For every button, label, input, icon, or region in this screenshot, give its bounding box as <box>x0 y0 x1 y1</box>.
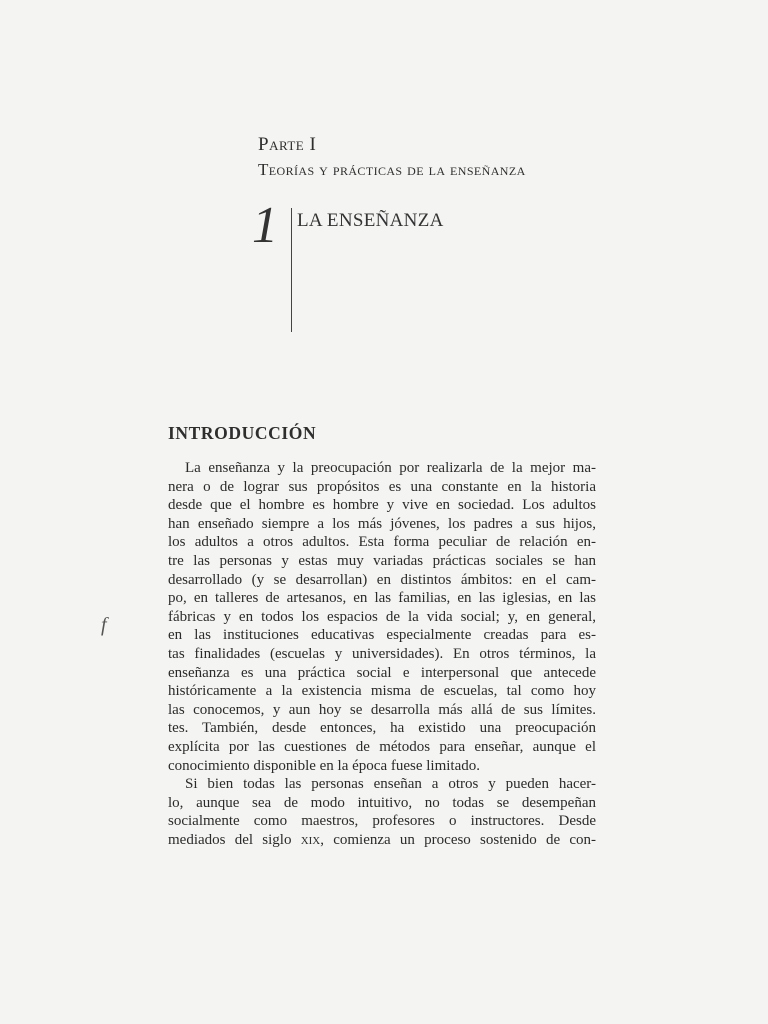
body-line: enseñanza es una práctica social e interpersonal que antecede <box>168 664 596 681</box>
body-line: fábricas y en todos los espacios de la vida social; y, en general, <box>168 608 596 625</box>
body-line: las conocemos, y aun hoy se desarrolla más allá de sus límites. <box>168 701 596 718</box>
body-line: han enseñado siempre a los más jóvenes, los padres a sus hijos, <box>168 515 596 532</box>
body-line: nera o de lograr sus propósitos es una constante en la historia <box>168 478 596 495</box>
body-text <box>168 459 596 849</box>
body-line: desde que el hombre es hombre y vive en sociedad. Los adultos <box>168 497 596 514</box>
chapter-title: LA ENSEÑANZA <box>297 210 444 231</box>
body-line: po, en talleres de artesanos, en las familias, en las iglesias, en las <box>168 590 596 607</box>
body-text-fragment: , comienza un proceso sostenido de con- <box>320 831 596 848</box>
body-line: tre las personas y estas muy variadas prácticas sociales se han <box>168 552 596 569</box>
body-line: en las instituciones educativas especialmente creadas para es- <box>168 627 596 644</box>
body-line: socialmente como maestros, profesores o instructores. Desde <box>168 813 596 830</box>
body-line-last <box>168 831 596 850</box>
body-line: La enseñanza y la preocupación por realizarla de la mejor ma- <box>185 460 596 476</box>
body-line: históricamente a la existencia misma de escuelas, tal como hoy <box>168 683 596 700</box>
section-heading: INTRODUCCIÓN <box>168 423 317 443</box>
body-line: lo, aunque sea de modo intuitivo, no todas se desempeñan <box>168 794 596 811</box>
body-line: tas finalidades (escuelas y universidades). En otros términos, la <box>168 645 596 662</box>
handwritten-margin-mark: f <box>101 614 107 636</box>
body-line: explícita por las cuestiones de métodos para enseñar, aunque el <box>168 738 596 755</box>
part-title: Teorías y prácticas de la enseñanza <box>258 160 526 179</box>
body-line: desarrollado (y se desarrollan) en distintos ámbitos: en el cam- <box>168 571 596 588</box>
chapter-divider-rule <box>291 208 292 332</box>
century-numeral: xix <box>300 831 321 848</box>
body-line: Si bien todas las personas enseñan a otros y pueden hacer- <box>185 776 596 793</box>
body-line: conocimiento disponible en la época fuese limitado. <box>168 757 480 774</box>
body-line: tes. También, desde entonces, ha existido una preocupación <box>168 720 596 737</box>
body-line: los adultos a otros adultos. Esta forma peculiar de relación en- <box>168 534 596 551</box>
body-text-fragment: mediados del siglo <box>168 831 301 848</box>
part-label: Parte I <box>258 134 317 155</box>
chapter-number: 1 <box>252 197 278 254</box>
